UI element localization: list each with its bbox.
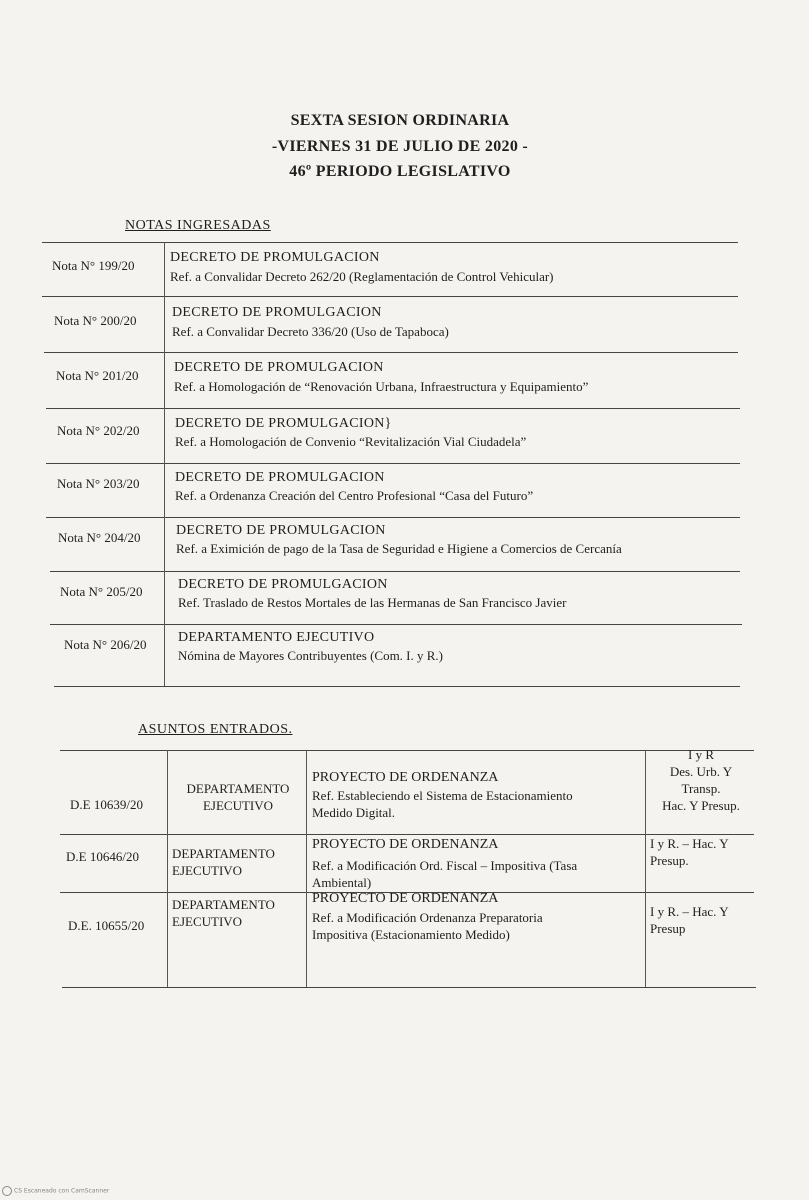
commission-line: Presup. xyxy=(650,853,689,868)
legislative-period: 46º PERIODO LEGISLATIVO xyxy=(289,163,511,180)
table-rule xyxy=(46,463,740,464)
nota-number: Nota N° 206/20 xyxy=(64,637,147,652)
origin-line: EJECUTIVO xyxy=(202,798,274,813)
project-type: PROYECTO DE ORDENANZA xyxy=(312,891,499,906)
origin-line: EJECUTIVO xyxy=(172,914,243,929)
project-reference: Ref. a Modificación Ordenanza Preparatoria xyxy=(312,910,543,925)
commission-line: Presup xyxy=(650,921,686,936)
column-divider xyxy=(645,750,646,987)
project-type: PROYECTO DE ORDENANZA xyxy=(312,837,499,852)
session-title: SEXTA SESION ORDINARIA xyxy=(290,112,510,129)
asuntos-section-title: ASUNTOS ENTRADOS. xyxy=(138,722,293,737)
scanner-mark-text: CS Escaneado con CamScanner xyxy=(14,1187,110,1195)
table-rule xyxy=(44,352,738,353)
nota-reference: Ref. a Convalidar Decreto 262/20 (Reglamentación de Control Vehicular) xyxy=(170,269,554,284)
nota-reference: Ref. a Homologación de “Renovación Urbana, Infraestructura y Equipamiento” xyxy=(174,379,589,394)
nota-reference: Nómina de Mayores Contribuyentes (Com. I. y R.) xyxy=(178,648,444,663)
nota-number: Nota N° 199/20 xyxy=(52,258,135,273)
nota-heading: DECRETO DE PROMULGACION xyxy=(175,470,385,485)
nota-number: Nota N° 203/20 xyxy=(57,476,140,491)
project-reference: Medido Digital. xyxy=(312,805,396,820)
project-reference: Ref. Estableciendo el Sistema de Estacionamiento xyxy=(312,788,573,803)
origin-line: DEPARTAMENTO xyxy=(186,781,290,796)
column-divider xyxy=(306,750,307,987)
nota-number: Nota N° 202/20 xyxy=(57,423,140,438)
table-rule xyxy=(46,517,740,518)
nota-heading: DEPARTAMENTO EJECUTIVO xyxy=(178,630,375,645)
nota-reference: Ref. Traslado de Restos Mortales de las Hermanas de San Francisco Javier xyxy=(178,595,567,610)
expediente-number: D.E. 10655/20 xyxy=(68,918,145,933)
expediente-number: D.E 10646/20 xyxy=(66,849,139,864)
origin-line: EJECUTIVO xyxy=(172,863,243,878)
nota-number: Nota N° 205/20 xyxy=(60,584,143,599)
nota-heading: DECRETO DE PROMULGACION xyxy=(174,360,384,375)
nota-number: Nota N° 200/20 xyxy=(54,313,137,328)
nota-reference: Ref. a Convalidar Decreto 336/20 (Uso de Tapaboca) xyxy=(172,324,449,339)
nota-heading: DECRETO DE PROMULGACION xyxy=(170,250,380,265)
table-rule xyxy=(62,987,756,988)
commission-line: Hac. Y Presup. xyxy=(662,798,740,813)
commission-line: Des. Urb. Y xyxy=(669,764,733,779)
session-date: -VIERNES 31 DE JULIO DE 2020 - xyxy=(271,138,529,155)
nota-reference: Ref. a Eximición de pago de la Tasa de Seguridad e Higiene a Comercios de Cercanía xyxy=(176,541,622,556)
nota-reference: Ref. a Ordenanza Creación del Centro Profesional “Casa del Futuro” xyxy=(175,488,534,503)
nota-heading: DECRETO DE PROMULGACION xyxy=(176,523,386,538)
nota-heading: DECRETO DE PROMULGACION} xyxy=(175,416,392,431)
table-rule xyxy=(46,408,740,409)
expediente-number: D.E 10639/20 xyxy=(70,797,143,812)
column-divider xyxy=(164,242,165,686)
nota-heading: DECRETO DE PROMULGACION xyxy=(172,305,382,320)
origin-line: DEPARTAMENTO xyxy=(172,897,275,912)
nota-number: Nota N° 204/20 xyxy=(58,530,141,545)
project-reference: Impositiva (Estacionamiento Medido) xyxy=(312,927,510,942)
table-rule xyxy=(50,571,740,572)
table-rule xyxy=(54,686,740,687)
nota-heading: DECRETO DE PROMULGACION xyxy=(178,577,388,592)
scanner-watermark xyxy=(2,1186,109,1196)
nota-reference: Ref. a Homologación de Convenio “Revitalización Vial Ciudadela” xyxy=(175,434,527,449)
table-rule xyxy=(42,242,738,243)
project-reference: Ambiental) xyxy=(312,875,372,890)
nota-number: Nota N° 201/20 xyxy=(56,368,139,383)
camscanner-logo-icon xyxy=(2,1186,12,1196)
table-rule xyxy=(50,624,742,625)
commission-line: I y R. – Hac. Y xyxy=(650,836,729,851)
table-rule xyxy=(42,296,738,297)
project-type: PROYECTO DE ORDENANZA xyxy=(312,770,499,785)
commission-line: I y R xyxy=(688,747,714,762)
commission-line: I y R. – Hac. Y xyxy=(650,904,729,919)
notas-section-title: NOTAS INGRESADAS xyxy=(125,218,271,233)
column-divider xyxy=(167,750,168,987)
project-reference: Ref. a Modificación Ord. Fiscal – Impositiva (Tasa xyxy=(312,858,578,873)
commission-line: Transp. xyxy=(681,781,721,796)
origin-line: DEPARTAMENTO xyxy=(172,846,275,861)
